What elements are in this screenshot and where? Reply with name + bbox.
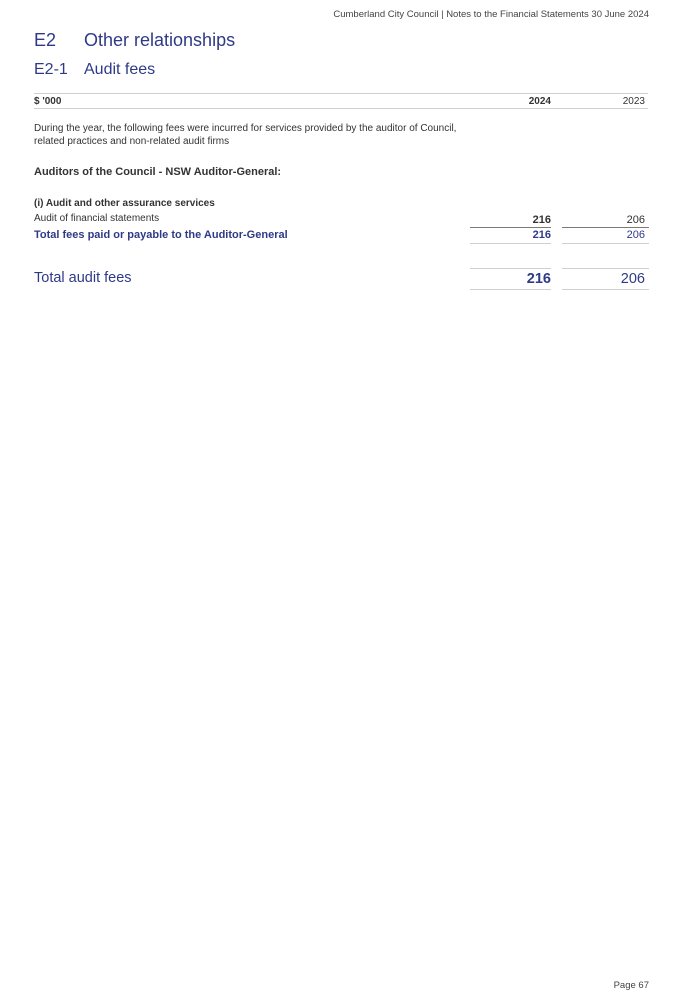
row-value-2023: 206 [626,214,645,226]
total-bottom-rule-2024 [470,289,551,290]
section-heading [34,30,235,51]
unit-label: $ '000 [34,96,62,107]
subtotal-bottom-rule-2024 [470,243,551,244]
section-number: E2 [34,30,57,50]
page-header: Cumberland City Council | Notes to the Financial Statements 30 June 2024 [333,9,649,20]
total-top-rule-2023 [562,268,649,269]
total-value-2023: 206 [620,271,645,287]
row-label: Audit of financial statements [34,213,160,224]
column-header-2023: 2023 [622,96,645,107]
column-header-2024: 2024 [528,96,551,107]
row-value-2024: 216 [532,214,551,226]
subtotal-label: Total fees paid or payable to the Auditor-General [34,229,288,241]
total-bottom-rule-2023 [562,289,649,290]
subtotal-value-2024: 216 [532,229,551,241]
subsection-number: E2-1 [34,61,68,78]
subtotal-bottom-rule-2023 [562,243,649,244]
subsection-heading [34,61,155,79]
section-title: Other relationships [84,30,236,50]
table-description: During the year, the following fees were incurred for services provided by the auditor of Council, related practices and non-related audit firms [34,123,457,147]
subtotal-rule-2024 [470,227,551,228]
page-number: Page 67 [613,980,649,991]
table-top-rule [34,93,648,94]
table-header-rule [34,108,648,109]
subtotal-rule-2023 [562,227,649,228]
group-heading: (i) Audit and other assurance services [34,198,215,209]
total-value-2024: 216 [526,271,551,287]
subtotal-value-2023: 206 [626,229,645,241]
total-top-rule-2024 [470,268,551,269]
subsection-title: Audit fees [84,61,156,78]
auditor-heading: Auditors of the Council - NSW Auditor-General: [34,166,282,178]
total-label: Total audit fees [34,270,132,286]
